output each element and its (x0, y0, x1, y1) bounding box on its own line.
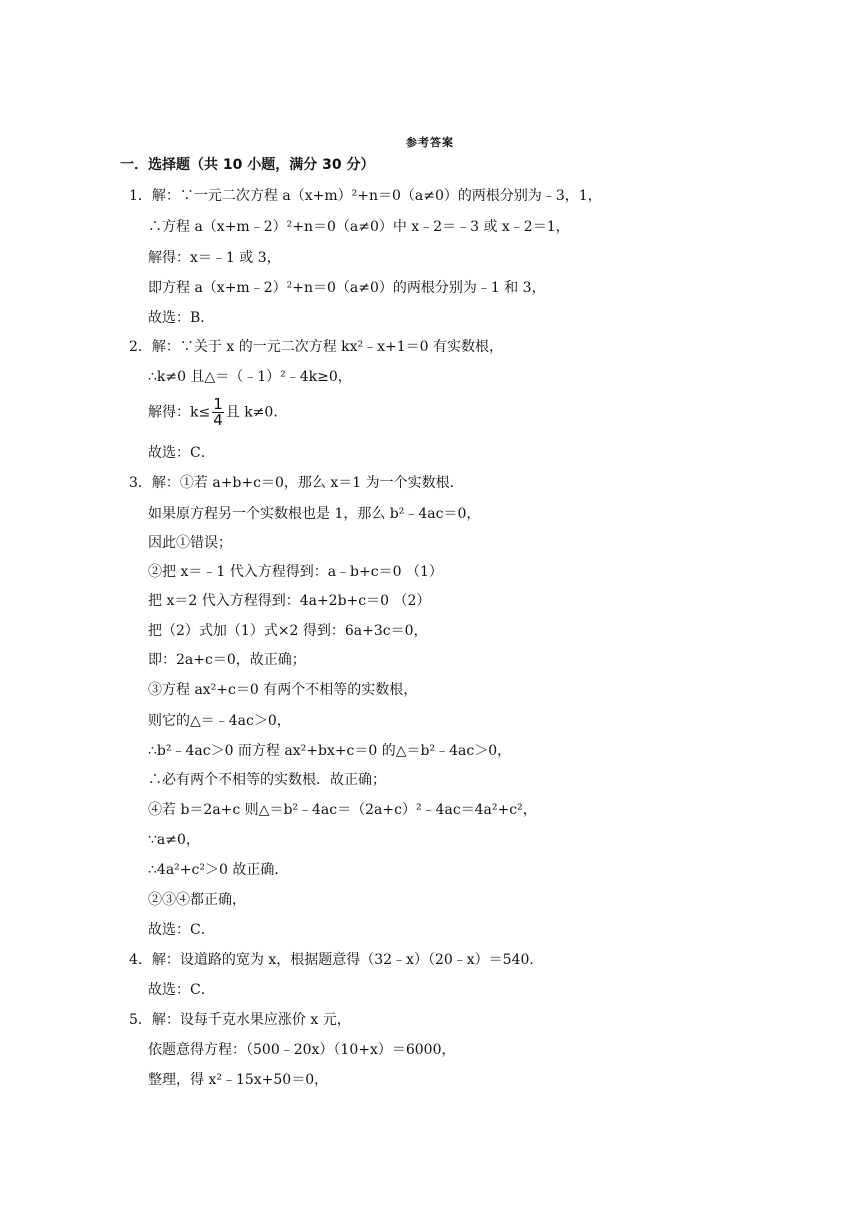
q2-line-2: ∴k≠0 且△＝（﹣1）²﹣4k≥0， (148, 369, 352, 385)
q3-line-6: 把（2）式加（1）式×2 得到：6a+3c＝0， (148, 623, 428, 639)
q3-line-10: ∴b²﹣4ac＞0 而方程 ax²+bx+c＝0 的△＝b²﹣4ac＞0， (148, 743, 512, 759)
q3-line-1: 3．解：①若 a+b+c＝0，那么 x＝1 为一个实数根． (129, 475, 464, 491)
q3-line-9: 则它的△＝﹣4ac＞0， (148, 713, 291, 729)
q3-line-12: ④若 b＝2a+c 则△＝b²﹣4ac＝（2a+c）²﹣4ac＝4a²+c²， (148, 802, 537, 818)
q1-answer: 故选：B． (148, 310, 215, 326)
q1-line-3: 解得：x＝﹣1 或 3， (148, 250, 281, 266)
q2-line-1: 2．解：∵关于 x 的一元二次方程 kx²﹣x+1＝0 有实数根， (129, 339, 504, 355)
fraction-numerator: 1 (213, 395, 223, 413)
q3-line-2: 如果原方程另一个实数根也是 1，那么 b²﹣4ac＝0， (148, 506, 481, 522)
q2-line-3 (148, 397, 287, 428)
q5-line-3: 整理，得 x²﹣15x+50＝0， (148, 1072, 329, 1088)
q3-line-11: ∴必有两个不相等的实数根．故正确； (148, 772, 386, 788)
q3-line-7: 即：2a+c＝0，故正确； (148, 652, 306, 668)
q4-line-1: 4．解：设道路的宽为 x，根据题意得（32﹣x）（20﹣x）＝540． (129, 952, 544, 968)
q1-line-1: 1．解：∵一元二次方程 a（x+m）²+n＝0（a≠0）的两根分别为﹣3，1， (129, 188, 602, 204)
q2-solve-suffix: 且 k≠0． (225, 404, 288, 421)
q3-line-4: ②把 x＝﹣1 代入方程得到：a﹣b+c＝0 （1） (148, 564, 443, 580)
q3-line-8: ③方程 ax²+c＝0 有两个不相等的实数根， (148, 682, 418, 698)
q1-line-4: 即方程 a（x+m﹣2）²+n＝0（a≠0）的两根分别为﹣1 和 3， (148, 280, 546, 296)
section-heading: 一．选择题（共 10 小题，满分 30 分） (120, 157, 375, 173)
fraction-one-quarter (212, 397, 224, 428)
q3-answer: 故选：C． (148, 922, 215, 938)
page-title: 参考答案 (406, 136, 454, 149)
q3-line-13: ∵a≠0， (148, 832, 200, 848)
fraction-denominator: 4 (213, 411, 223, 429)
q5-line-1: 5．解：设每千克水果应涨价 x 元， (129, 1012, 351, 1028)
q1-line-2: ∴方程 a（x+m﹣2）²+n＝0（a≠0）中 x﹣2＝﹣3 或 x﹣2＝1， (148, 219, 570, 235)
q4-answer: 故选：C． (148, 982, 215, 998)
q3-line-3: 因此①错误； (148, 535, 232, 551)
q3-line-15: ②③④都正确， (148, 892, 246, 908)
q3-line-14: ∴4a²+c²＞0 故正确． (148, 862, 289, 878)
q3-line-5: 把 x＝2 代入方程得到：4a+2b+c＝0 （2） (148, 593, 431, 609)
q2-solve-prefix: 解得：k≤ (148, 404, 211, 421)
q2-answer: 故选：C． (148, 445, 215, 461)
q5-line-2: 依题意得方程：（500﹣20x）（10+x）＝6000， (148, 1042, 456, 1058)
